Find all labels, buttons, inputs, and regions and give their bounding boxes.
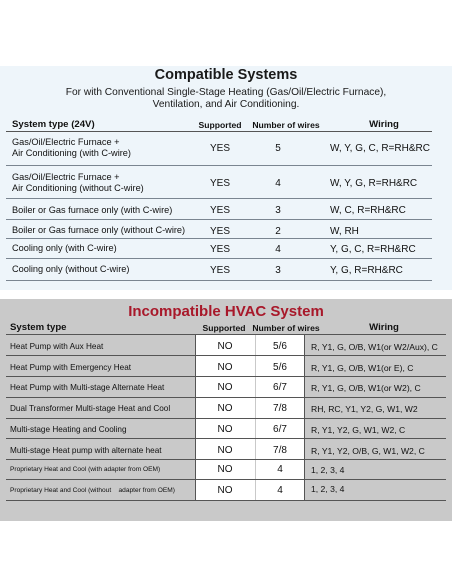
- subtitle-line-2: Ventilation, and Air Conditioning.: [152, 99, 300, 110]
- incompatible-row-supported: NO: [217, 382, 233, 393]
- incompatible-row-wiring: RH, RC, Y1, Y2, G, W1, W2: [311, 404, 418, 414]
- incompatible-row-wires: 5/6: [273, 341, 287, 352]
- row-divider: [6, 198, 432, 199]
- incompatible-row-supported: NO: [217, 424, 233, 435]
- incompatible-header-wires: Number of wires: [252, 323, 320, 333]
- incompatible-row-system-type: Heat Pump with Emergency Heat: [10, 363, 132, 372]
- compatible-row-wires: 3: [275, 205, 281, 216]
- incompatible-title: Incompatible HVAC System: [128, 303, 324, 320]
- compatible-row-supported: YES: [209, 265, 230, 276]
- compatible-title: Compatible Systems: [154, 67, 298, 83]
- compatible-header-wiring: Wiring: [369, 119, 399, 130]
- compatible-row-supported: YES: [209, 178, 230, 189]
- row-divider: [6, 219, 432, 220]
- incompatible-header-supported: Supported: [202, 323, 246, 333]
- compatible-row-wiring: W, C, R=RH&RC: [330, 205, 406, 216]
- compatible-row-wires: 5: [275, 143, 281, 154]
- row-divider: [6, 376, 446, 377]
- type-line-2: Air Conditioning (without C-wire): [12, 183, 144, 193]
- compatible-header-wires: Number of wires: [252, 120, 320, 130]
- incompatible-row-wires: 6/7: [273, 382, 287, 393]
- incompatible-row-wiring: R, Y1, G, O/B, W1(or W2), C: [311, 383, 421, 393]
- incompatible-row-supported: NO: [217, 403, 233, 414]
- compatible-row-wires: 4: [275, 244, 281, 255]
- compatible-header-system-type: System type (24V): [12, 119, 95, 130]
- incompatible-row-wiring: 1, 2, 3, 4: [311, 484, 345, 494]
- incompatible-header-system-type: System type: [10, 322, 67, 333]
- subtitle-line-1: For with Conventional Single-Stage Heating (Gas/Oil/Electric Furnace),: [65, 87, 387, 98]
- incompatible-row-wiring: R, Y1, Y2, G, W1, W2, C: [311, 425, 406, 435]
- incompatible-row-supported: NO: [217, 341, 233, 352]
- incompatible-row-system-type: Multi-stage Heat pump with alternate heat: [10, 446, 162, 455]
- compatible-row-system-type: Cooling only (with C-wire): [12, 243, 117, 253]
- compatible-row-system-type: Boiler or Gas furnace only (with C-wire): [12, 205, 173, 215]
- incompatible-row-wiring: R, Y1, G, O/B, W1(or E), C: [311, 363, 414, 373]
- row-divider: [6, 258, 432, 259]
- compatible-row-supported: YES: [209, 143, 230, 154]
- type-line-1: Gas/Oil/Electric Furnace +: [12, 137, 120, 147]
- incompatible-row-system-type: Proprietary Heat and Cool (with adapter from OEM): [10, 466, 161, 473]
- row-divider: [6, 500, 446, 501]
- compatible-header-supported: Supported: [198, 120, 242, 130]
- incompatible-row-wires: 4: [277, 485, 283, 496]
- type-line-1: Gas/Oil/Electric Furnace +: [12, 172, 120, 182]
- row-divider: [6, 280, 432, 281]
- incompatible-row-system-type: Heat Pump with Aux Heat: [10, 342, 104, 351]
- compatible-header-divider: [6, 131, 432, 132]
- incompatible-row-wiring: R, Y1, G, O/B, W1(or W2/Aux), C: [311, 342, 438, 352]
- row-divider: [6, 438, 446, 439]
- compatible-row-supported: YES: [209, 226, 230, 237]
- incompatible-row-wires: 7/8: [273, 445, 287, 456]
- row-divider: [6, 397, 446, 398]
- incompatible-row-supported: NO: [217, 485, 233, 496]
- incompatible-row-system-type: Proprietary Heat and Cool (without adapter from OEM): [10, 487, 175, 494]
- row-divider: [6, 479, 446, 480]
- compatible-row-system-type: [12, 172, 144, 194]
- incompatible-row-supported: NO: [217, 464, 233, 475]
- row-divider: [6, 238, 432, 239]
- compatible-row-system-type: Cooling only (without C-wire): [12, 264, 130, 274]
- incompatible-row-wires: 5/6: [273, 362, 287, 373]
- row-divider: [6, 418, 446, 419]
- compatible-row-supported: YES: [209, 205, 230, 216]
- incompatible-row-wires: 4: [277, 464, 283, 475]
- incompatible-header-wiring: Wiring: [369, 322, 399, 333]
- compatible-row-wiring: Y, G, R=RH&RC: [330, 265, 403, 276]
- compatible-row-wiring: W, RH: [330, 226, 359, 237]
- compatible-row-wiring: W, Y, G, R=RH&RC: [330, 178, 418, 189]
- incompatible-row-system-type: Dual Transformer Multi-stage Heat and Cool: [10, 404, 171, 413]
- compatible-subtitle: [40, 87, 412, 111]
- incompatible-row-supported: NO: [217, 362, 233, 373]
- incompatible-row-wires: 6/7: [273, 424, 287, 435]
- incompatible-row-supported: NO: [217, 445, 233, 456]
- compatible-row-supported: YES: [209, 244, 230, 255]
- type-line-2: Air Conditioning (with C-wire): [12, 148, 131, 158]
- compatible-row-wiring: W, Y, G, C, R=RH&RC: [330, 143, 430, 154]
- row-divider: [6, 165, 432, 166]
- compatible-row-wires: 2: [275, 226, 281, 237]
- row-divider: [6, 459, 446, 460]
- incompatible-row-system-type: Multi-stage Heating and Cooling: [10, 425, 127, 434]
- row-divider: [6, 355, 446, 356]
- incompatible-row-wiring: R, Y1, Y2, O/B, G, W1, W2, C: [311, 446, 425, 456]
- compatible-row-wires: 4: [275, 178, 281, 189]
- incompatible-row-system-type: Heat Pump with Multi-stage Alternate Heat: [10, 383, 165, 392]
- incompatible-row-wires: 7/8: [273, 403, 287, 414]
- compatible-row-wiring: Y, G, C, R=RH&RC: [330, 244, 416, 255]
- compatible-row-wires: 3: [275, 265, 281, 276]
- compatible-row-system-type: Boiler or Gas furnace only (without C-wire): [12, 225, 186, 235]
- compatible-row-system-type: [12, 137, 131, 159]
- incompatible-row-wiring: 1, 2, 3, 4: [311, 465, 345, 475]
